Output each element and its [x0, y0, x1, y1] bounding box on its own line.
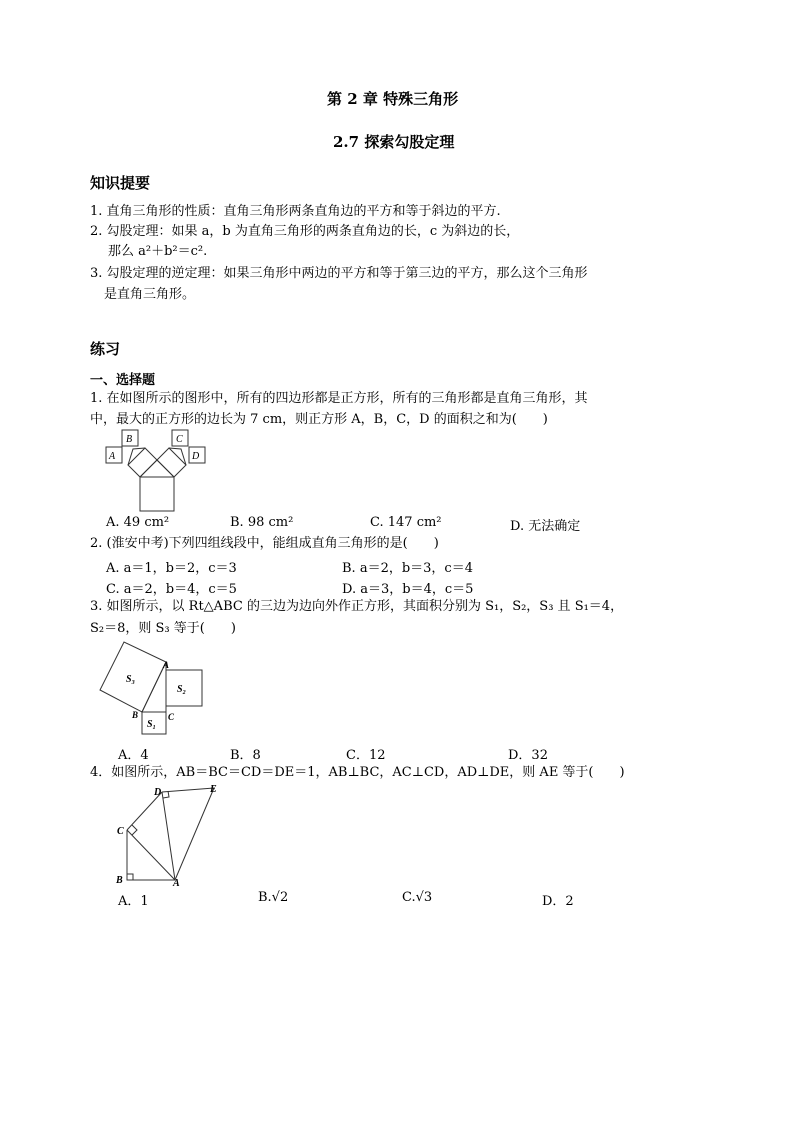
knowledge-item-2-cont: 那么 a²＋b²＝c². [108, 244, 208, 259]
q4-label-d: D [154, 787, 162, 798]
q3-figure-right-triangle-squares [96, 640, 208, 736]
q3-stem-line1: 3. 如图所示，以 Rt△ABC 的三边为边向外作正方形，其面积分别为 S₁，S₂，S₃ 且 S₁＝4， [90, 599, 624, 614]
q3-label-s2: S₂ [177, 684, 187, 695]
knowledge-item-3-cont: 是直角三角形。 [104, 287, 196, 302]
q3-stem-line2: S₂＝8，则 S₃ 等于( ) [90, 621, 236, 636]
q1-option-b[interactable]: B. 98 cm² [230, 515, 294, 530]
q3-option-a[interactable]: A．4 [118, 748, 149, 763]
q2-option-c[interactable]: C. a＝2，b＝4，c＝5 [106, 582, 237, 597]
q3-option-b[interactable]: B．8 [230, 748, 261, 763]
practice-subheading: 一、选择题 [90, 373, 156, 388]
q4-label-a: A [173, 878, 180, 888]
q1-label-a: A [109, 451, 116, 462]
q3-option-d[interactable]: D．32 [508, 748, 548, 763]
q4-option-d[interactable]: D．2 [542, 894, 574, 909]
section-title: 2.7 探索勾股定理 [333, 133, 455, 151]
q1-stem-line2: 中，最大的正方形的边长为 7 cm，则正方形 A，B，C，D 的面积之和为( ) [90, 412, 548, 427]
q3-label-b: B [132, 710, 139, 720]
q3-label-c: C [168, 712, 175, 722]
q1-stem-line1: 1. 在如图所示的图形中，所有的四边形都是正方形，所有的三角形都是直角三角形，其 [90, 391, 588, 406]
knowledge-heading: 知识提要 [90, 174, 151, 192]
q4-figure-spiral-triangles [110, 780, 230, 888]
q4-option-c[interactable]: C.√3 [402, 890, 433, 905]
knowledge-item-2: 2. 勾股定理：如果 a，b 为直角三角形的两条直角边的长，c 为斜边的长， [90, 224, 520, 239]
knowledge-item-3: 3. 勾股定理的逆定理：如果三角形中两边的平方和等于第三边的平方，那么这个三角形 [90, 266, 588, 281]
q2-stem: 2. (淮安中考)下列四组线段中，能组成直角三角形的是( ) [90, 536, 439, 551]
q4-option-b[interactable]: B.√2 [258, 890, 289, 905]
chapter-title: 第 2 章 特殊三角形 [327, 90, 459, 108]
q1-option-c[interactable]: C. 147 cm² [370, 515, 442, 530]
q1-option-a[interactable]: A. 49 cm² [106, 515, 170, 530]
practice-heading: 练习 [90, 340, 121, 358]
q1-label-c: C [176, 434, 183, 445]
q2-option-b[interactable]: B. a＝2，b＝3，c＝4 [342, 561, 473, 576]
q4-label-c: C [117, 826, 124, 837]
q2-option-a[interactable]: A. a＝1，b＝2，c＝3 [106, 561, 237, 576]
q4-stem: 4．如图所示，AB＝BC＝CD＝DE＝1，AB⊥BC，AC⊥CD，AD⊥DE，则 AE 等于( ) [90, 765, 625, 780]
q1-figure-pythagoras-tree [100, 427, 212, 513]
q1-label-d: D [192, 451, 200, 462]
q4-label-b: B [116, 875, 123, 886]
q4-label-e: E [210, 784, 217, 795]
knowledge-item-1: 1. 直角三角形的性质：直角三角形两条直角边的平方和等于斜边的平方. [90, 204, 501, 219]
q1-option-d[interactable]: D. 无法确定 [510, 519, 581, 534]
q3-label-a: A [163, 660, 170, 670]
q3-option-c[interactable]: C．12 [346, 748, 386, 763]
q4-option-a[interactable]: A．1 [118, 894, 149, 909]
q3-label-s3: S₃ [126, 674, 136, 685]
q3-label-s1: S₁ [147, 719, 157, 730]
q2-option-d[interactable]: D. a＝3，b＝4，c＝5 [342, 582, 474, 597]
q1-label-b: B [126, 434, 133, 445]
